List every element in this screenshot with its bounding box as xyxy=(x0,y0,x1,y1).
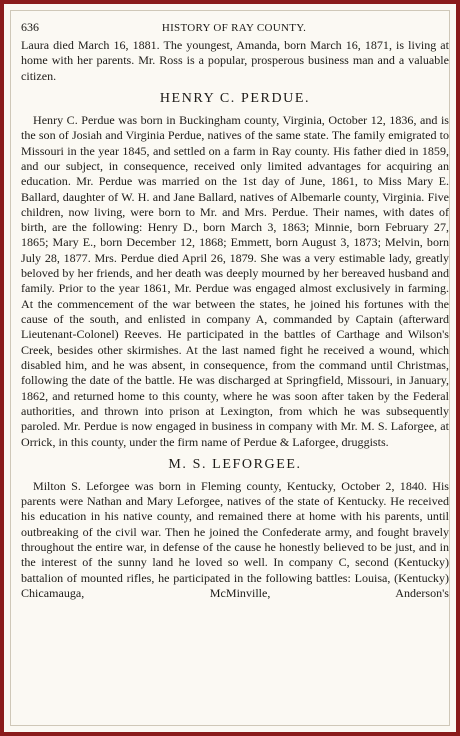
perdue-biography xyxy=(21,113,449,450)
perdue-paragraph: Henry C. Perdue was born in Buckingham county, Virginia, October 12, 1836, and is the son of Josiah and Virginia Perdue, natives of the same state. The family emigrated to Missouri in the year 1845, and settled on a farm in Ray county. His father died in 1859, and our subject, in consequence, received only limited advantages for acquiring an education. Mr. Perdue was married on the 1st day of June, 1861, to Miss Mary E. Ballard, daughter of W. H. and Jane Ballard, natives of Albemarle county, Virginia. Five children, now living, were born to Mr. and Mrs. Perdue. Their names, with dates of birth, are the following: Henry D., born March 3, 1863; Minnie, born February 27, 1865; Mary E., born December 12, 1868; Emmett, born August 3, 1873; Melvin, born July 28, 1877. Mrs. Perdue died April 26, 1879. She was a very estimable lady, greatly beloved by her friends, and her death was deeply mourned by her bereaved husband and family. Prior to the year 1861, Mr. Perdue was engaged almost exclusively in farming. At the commencement of the war between the states, he joined his fortunes with the cause of the south, and enlisted in company A, commanded by Captain (afterward Lieutenant-Colonel) Reeves. He participated in the battles of Carthage and Wilson's Creek, besides other skirmishes. At the last named fight he received a wound, which disabled him, and he was absent, in consequence, from the command until Christmas, following the date of the battle. He was discharged at Springfield, Missouri, in January, 1862, and returned home to this county, where he was soon after taken by the Federal authorities, and thrown into prison at Lexington, from which he was subsequently paroled. Mr. Perdue is now engaged in business in company with Mr. M. S. Laforgee, at Orrick, in this county, under the firm name of Perdue & Laforgee, druggists. xyxy=(21,112,449,449)
intro-paragraph-block xyxy=(21,38,449,84)
section-heading-perdue: HENRY C. PERDUE. xyxy=(159,90,311,106)
intro-paragraph: Laura died March 16, 1881. The youngest, Amanda, born March 16, 1871, is living at home with her parents. Mr. Ross is a popular, prosperous business man and a valuable citizen. xyxy=(21,38,449,83)
leforgee-paragraph: Milton S. Leforgee was born in Fleming county, Kentucky, October 2, 1840. His parents were Nathan and Mary Leforgee, natives of the state of Kentucky. He received his education in his native county, and remained there at home with his parents, until outbreaking of the civil war. Then he joined the Confederate army, and fought bravely throughout the entire war, in defense of the cause he honestly believed to be just, and in the interest of the sunny land he loved so well. In company C, second (Kentucky) battalion of mounted rifles, he participated in the following battles: Louisa, (Kentucky) Chicamauga, McMinville, Anderson's xyxy=(21,478,449,600)
section-heading-leforgee: M. S. LEFORGEE. xyxy=(168,456,302,472)
book-page xyxy=(21,20,449,601)
running-title: HISTORY OF RAY COUNTY. xyxy=(161,22,307,34)
leforgee-biography xyxy=(21,479,449,602)
running-head xyxy=(21,20,449,38)
page-number: 636 xyxy=(21,20,39,34)
